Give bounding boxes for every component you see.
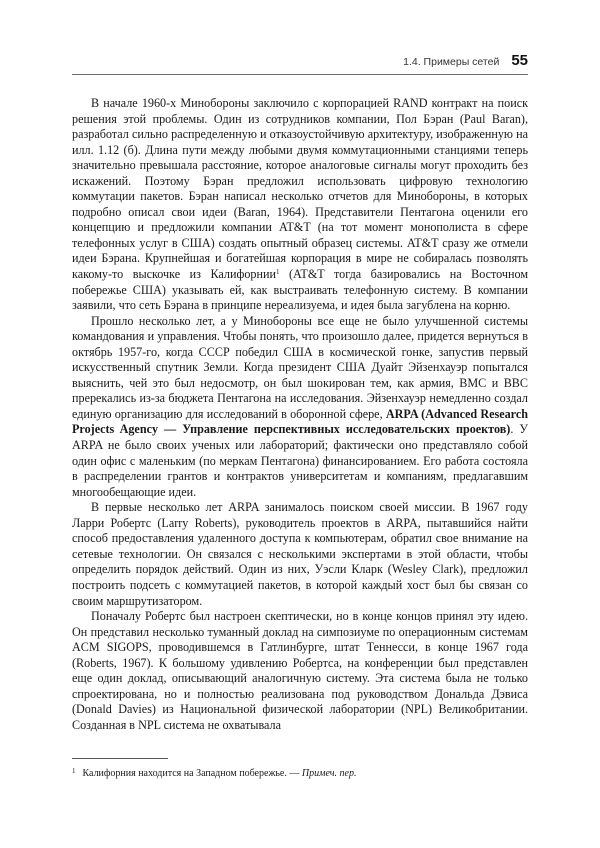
paragraph-1-text-b: (AT&T тогда базировались на Восточном побережье США) указывать ей, как выстраивать телефонную систему. В компании заявили, что сеть Бэрана в принципе нереализуема, и идея была загублена на корню. [72, 267, 528, 313]
page-number: 55 [511, 52, 528, 69]
body-text [72, 96, 528, 733]
paragraph-2-text-b: . У ARPA не было своих ученых или лабораторий; фактически оно представляло собой один офис с маленьким (по меркам Пентагона) финансированием. Его работа состояла в распределении грантов и контрактов университетам и компаниям, предлагавшим многообещающие идеи. [72, 422, 529, 499]
arpa-term: ARPA (Advanced Research Projects Agency — Управление перспективных исследовательских проектов) [72, 406, 528, 437]
footnote-rule [72, 758, 168, 759]
footnote-mark: 1 [72, 767, 76, 775]
paragraph-1 [72, 96, 528, 314]
footnote [72, 765, 528, 780]
footnote-ref: 1 [275, 268, 280, 277]
running-head [403, 52, 528, 69]
paragraph-2 [72, 314, 528, 501]
footnote-text: Калифорния находится на Западном побережье. — [82, 768, 302, 779]
paragraph-1-text-a: В начале 1960-х Минобороны заключило с корпорацией RAND контракт на поиск решения этой проблемы. Один из сотрудников компании, Пол Бэран (Paul Baran), разработал сильно распределенную и отказоустойчивую архитектуру, изображенную на илл. 1.12 (б). Длина пути между любыми двумя коммутационными станциями теперь значительно превышала расстояние, которое аналоговые сигналы могут проходить без искажений. Поэтому Бэран предложил использовать цифровую технологию коммутации пакетов. Бэран написал несколько отчетов для Минобороны, в которых подробно описал свои идеи (Baran, 1964). Представители Пентагона оценили его концепцию и предложили компании AT&T (на тот момент монополиста в сфере телефонных услуг в США) создать опытный образец системы. AT&T сразу же отмели идеи Бэрана. Крупнейшая и богатейшая корпорация в мире не собиралась позволять какому-то выскочке из Калифорнии [72, 96, 528, 282]
paragraph-3: В первые несколько лет ARPA занималось поиском своей миссии. В 1967 году Ларри Робертс (Larry Roberts), руководитель проектов в ARPA, пытавшийся найти способ предоставления удаленного доступа к компьютерам, обратил свое внимание на сетевые технологии. Он связался с несколькими экспертами в этой области, чтобы определить порядок действий. Один из них, Уэсли Кларк (Wesley Clark), предложил построить подсеть с коммутацией пакетов, в которой каждый хост был бы связан со своим маршрутизатором. [72, 500, 528, 608]
footnote-translator-note: Примеч. пер. [301, 768, 357, 779]
section-title: 1.4. Примеры сетей [403, 56, 500, 68]
header-rule [72, 74, 528, 75]
paragraph-4: Поначалу Робертс был настроен скептически, но в конце концов принял эту идею. Он представил несколько туманный доклад на симпозиуме по операционным системам ACM SIGOPS, проводившемся в Гатлинбурге, штат Теннесси, в конце 1967 года (Roberts, 1967). К большому удивлению Робертса, на конференции был представлен еще один доклад, описывающий аналогичную систему. Эта система была не только спроектирована, но и полностью реализована под руководством Дональда Дэвиса (Donald Davies) из Национальной физической лаборатории (NPL) Великобритании. Созданная в NPL система не охватывала [72, 609, 528, 732]
paragraph-2-text-a: Прошло несколько лет, а у Минобороны все еще не было улучшенной системы командования и управления. Чтобы понять, что произошло далее, придется вернуться в октябрь 1957-го, когда СССР победил США в космической гонке, запустив первый искусственный спутник Земли. Когда президент США Дуайт Эйзенхауэр попытался выяснить, чей это был недосмотр, он был шокирован тем, как армия, ВМС и ВВС пререкались из-за бюджета Пентагона на исследования. Эйзенхауэр немедленно создал единую организацию для исследований в оборонной сфере, [72, 313, 528, 421]
